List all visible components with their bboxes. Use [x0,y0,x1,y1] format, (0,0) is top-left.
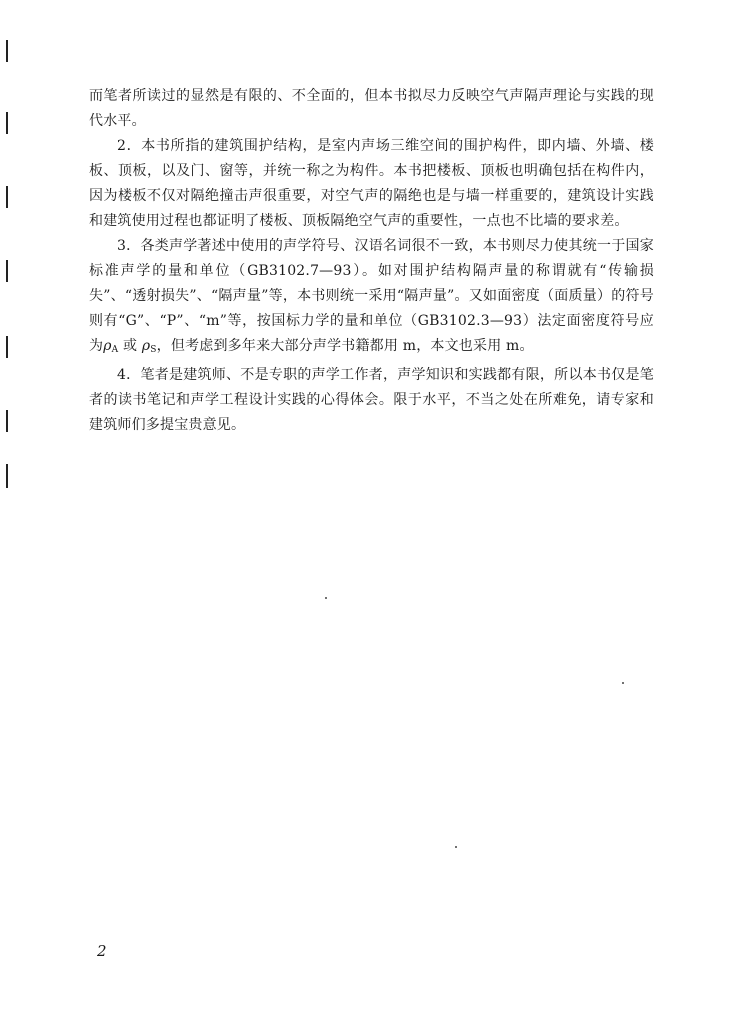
binding-mark [6,336,8,358]
scan-speck [622,682,624,684]
page-number: 2 [97,942,107,960]
binding-mark [6,410,8,432]
or-text: 或 [118,338,142,354]
binding-mark [6,40,8,62]
paragraph-4: 4．笔者是建筑师、不是专职的声学工作者，声学知识和实践都有限，所以本书仅是笔者的读书笔记和声学工程设计实践的心得体会。限于水平，不当之处在所难免，请专家和建筑师们多提宝贵意见。 [89,367,654,433]
paragraph-1: 而笔者所读过的显然是有限的、不全面的，但本书拟尽力反映空气声隔声理论与实践的现代水平。 [89,88,654,129]
subscript-a: A [111,345,119,355]
paragraph-2: 2．本书所指的建筑围护结构，是室内声场三维空间的围护构件，即内墙、外墙、楼板、顶板，以及门、窗等，并统一称之为构件。本书把楼板、顶板也明确包括在构件内，因为楼板不仅对隔绝撞击声很重要，对空气声的隔绝也是与墙一样重要的，建筑设计实践和建筑使用过程也都证明了楼板、顶板隔绝空气声的重要性，一点也不比墙的要求差。 [89,138,654,229]
paragraph-3 [89,234,654,363]
binding-mark [6,260,8,282]
binding-mark [6,186,8,208]
body-text [89,84,654,438]
paragraph-3-text: 3．各类声学著述中使用的声学符号、汉语名词很不一致，本书则尽力使其统一于国家标准声学的量和单位（GB3102.7—93）。如对围护结构隔声量的称谓就有“传输损失”、“透射损失”、“隔声量”等，本书则统一采用“隔声量”。又如面密度（面质量）的符号则有“G”、“P”、“m”等，按国标力学的量和单位（GB3102.3—93）法定面密度符号应为 [89,238,654,354]
rho-symbol: ρ [103,338,112,354]
scan-speck [325,597,327,599]
binding-mark [6,464,8,488]
rho-symbol: ρ [141,338,151,354]
scan-speck [455,846,457,848]
binding-mark [6,112,8,134]
subscript-s: S [150,345,157,355]
paragraph-3-tail: ，但考虑到多年来大部分声学书籍都用 m，本文也采用 m。 [156,338,534,354]
